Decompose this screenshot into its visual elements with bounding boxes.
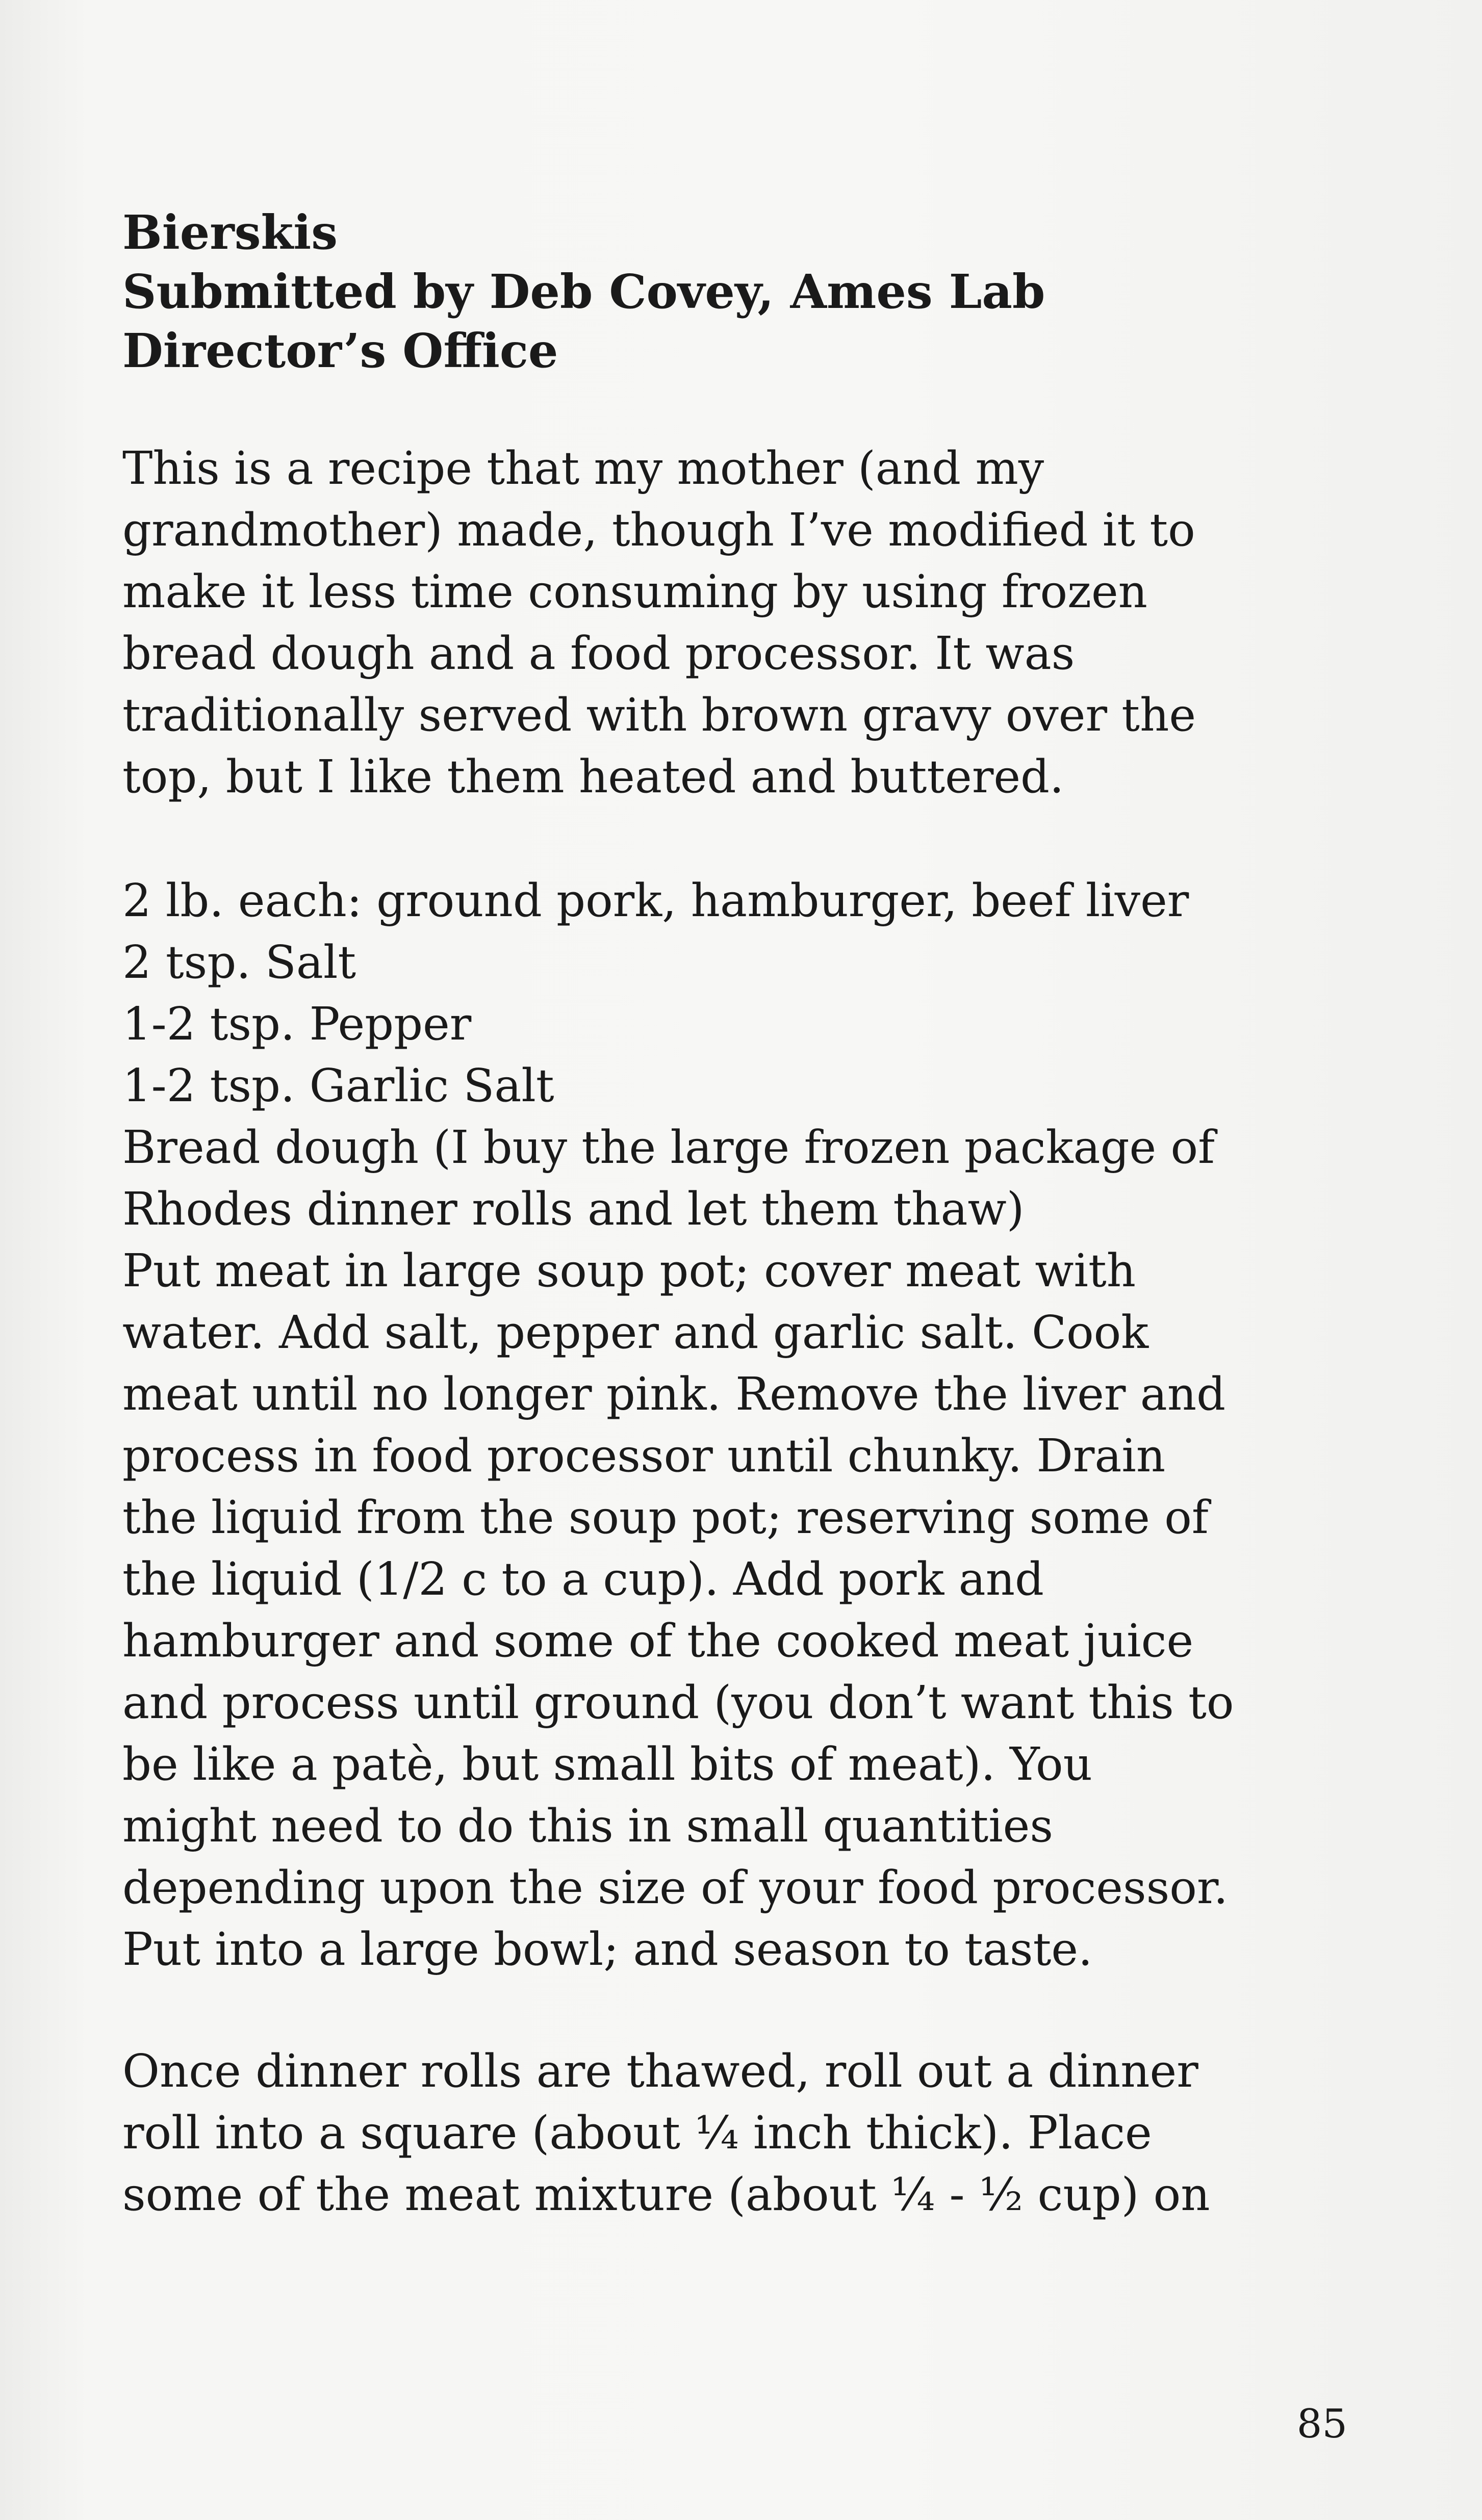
- intro-line: grandmother) made, though I’ve modified it to: [122, 503, 1195, 556]
- ingredients-list: [122, 870, 1367, 1240]
- ingredient-item: 2 lb. each: ground pork, hamburger, beef liver: [122, 874, 1189, 927]
- intro-line: This is a recipe that my mother (and my: [122, 441, 1044, 495]
- intro-paragraph: [122, 437, 1367, 808]
- method-line: and process until ground (you don’t want this to: [122, 1676, 1234, 1729]
- method-line: process in food processor until chunky. Drain: [122, 1429, 1166, 1482]
- method-line: meat until no longer pink. Remove the liver and: [122, 1367, 1226, 1420]
- recipe-title: Bierskis: [122, 205, 338, 260]
- ingredient-item: Rhodes dinner rolls and let them thaw): [122, 1182, 1025, 1235]
- method-line: be like a patè, but small bits of meat). You: [122, 1737, 1092, 1790]
- submitted-by-line-2: Director’s Office: [122, 323, 558, 378]
- recipe-content: [122, 203, 1367, 2225]
- ingredient-item: Bread dough (I buy the large frozen package of: [122, 1121, 1215, 1174]
- submitted-by-line-1: Submitted by Deb Covey, Ames Lab: [122, 264, 1045, 319]
- intro-line: traditionally served with brown gravy over the: [122, 688, 1196, 741]
- intro-line: make it less time consuming by using frozen: [122, 565, 1147, 618]
- ingredient-item: 1-2 tsp. Garlic Salt: [122, 1059, 554, 1112]
- method-line: water. Add salt, pepper and garlic salt. Cook: [122, 1306, 1149, 1359]
- intro-line: top, but I like them heated and buttered.: [122, 750, 1064, 803]
- method-line: the liquid (1/2 c to a cup). Add pork and: [122, 1552, 1044, 1605]
- recipe-header: [122, 203, 1367, 380]
- closing-line: some of the meat mixture (about ¼ - ½ cup) on: [122, 2168, 1210, 2221]
- intro-line: bread dough and a food processor. It was: [122, 627, 1075, 680]
- closing-paragraph: [122, 2040, 1367, 2225]
- closing-line: roll into a square (about ¼ inch thick). Place: [122, 2106, 1152, 2159]
- ingredient-item: 2 tsp. Salt: [122, 936, 356, 989]
- page-number: 85: [1296, 2401, 1347, 2447]
- method-line: the liquid from the soup pot; reserving some of: [122, 1491, 1209, 1544]
- method-line: Put meat in large soup pot; cover meat with: [122, 1244, 1136, 1297]
- method-line: Put into a large bowl; and season to taste.: [122, 1923, 1093, 1976]
- method-line: might need to do this in small quantities: [122, 1799, 1054, 1852]
- method-line: depending upon the size of your food processor.: [122, 1861, 1228, 1914]
- method-line: hamburger and some of the cooked meat juice: [122, 1614, 1194, 1667]
- method-paragraph: [122, 1240, 1367, 1980]
- ingredient-item: 1-2 tsp. Pepper: [122, 997, 472, 1050]
- closing-line: Once dinner rolls are thawed, roll out a dinner: [122, 2044, 1198, 2097]
